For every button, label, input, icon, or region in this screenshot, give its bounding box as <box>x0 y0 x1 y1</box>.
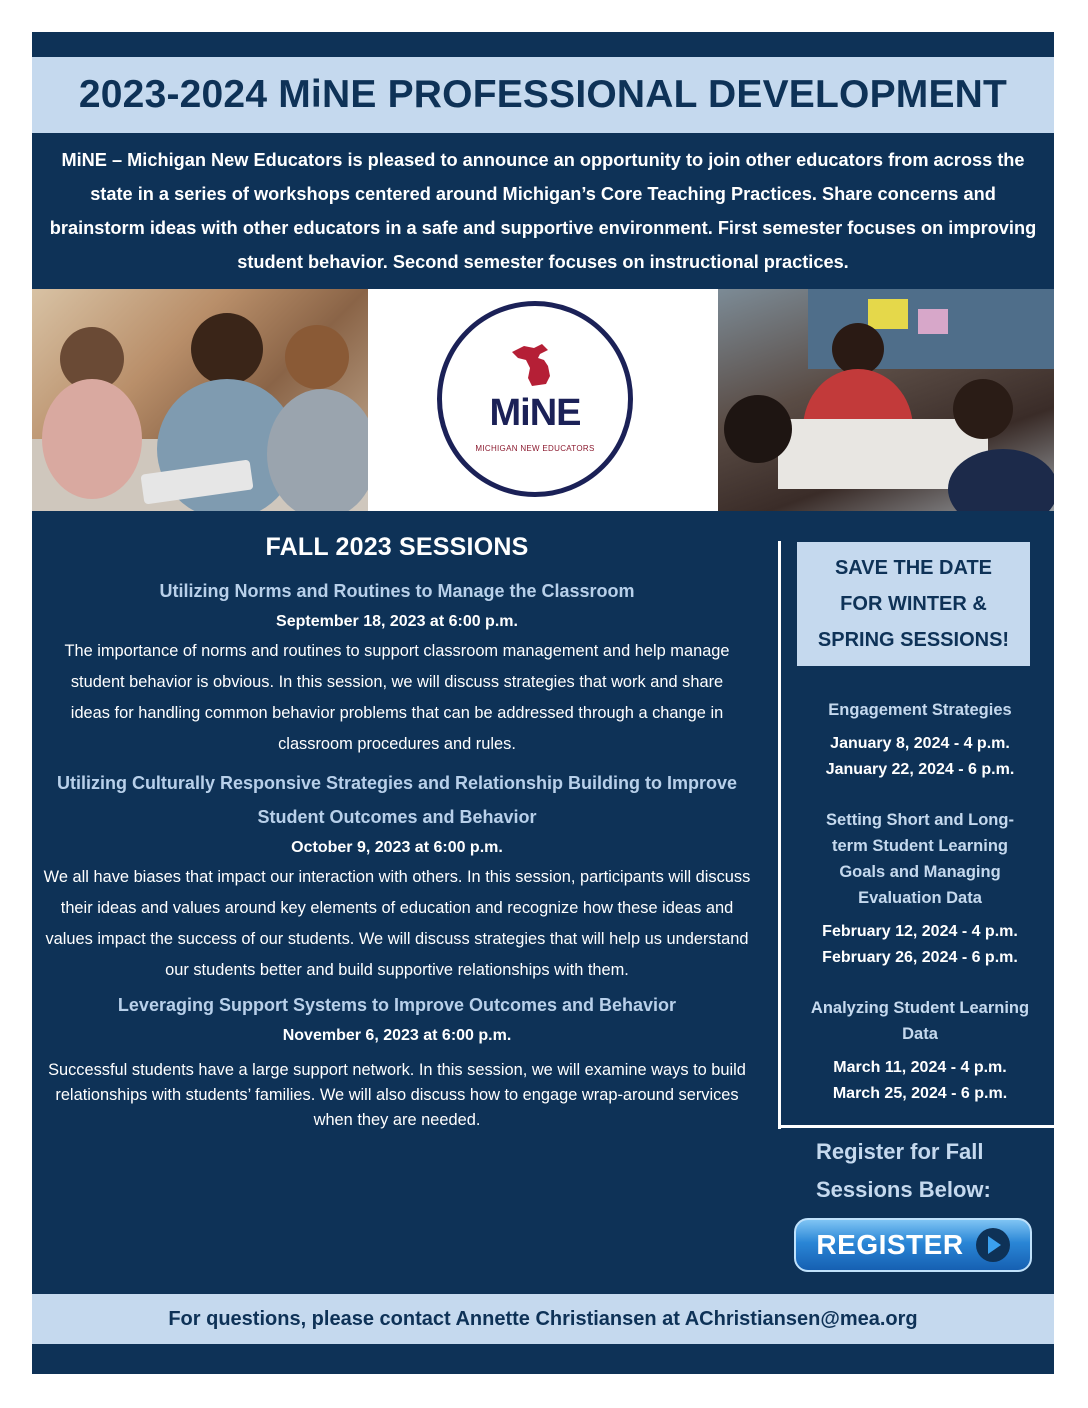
session-3 <box>32 988 762 1133</box>
winter-session-date: March 11, 2024 - 4 p.m. <box>833 1059 1007 1076</box>
save-the-date-text: SAVE THE DATE FOR WINTER & SPRING SESSIONS! <box>817 557 1010 651</box>
session-date: September 18, 2023 at 6:00 p.m. <box>276 613 518 630</box>
winter-session <box>794 807 1046 971</box>
register-button-label: REGISTER <box>816 1229 964 1260</box>
session-1 <box>32 574 762 760</box>
fall-heading: FALL 2023 SESSIONS <box>265 533 529 561</box>
contact-footer <box>32 1294 1054 1344</box>
winter-session-date: February 26, 2024 - 6 p.m. <box>822 949 1018 966</box>
logo-subtitle: MICHIGAN NEW EDUCATORS <box>475 444 595 453</box>
winter-spring-sessions <box>794 697 1046 1131</box>
session-date: November 6, 2023 at 6:00 p.m. <box>282 1027 512 1044</box>
register-prompt: Register for Fall Sessions Below: <box>816 1139 991 1202</box>
page-title: 2023-2024 MiNE PROFESSIONAL DEVELOPMENT <box>78 73 1008 116</box>
photo-left-illustration <box>32 289 368 511</box>
register-button[interactable] <box>794 1218 1032 1272</box>
play-arrow-icon <box>976 1228 1010 1262</box>
winter-session-date: March 25, 2024 - 6 p.m. <box>832 1085 1008 1102</box>
mine-logo <box>437 301 633 497</box>
intro-text: MiNE – Michigan New Educators is pleased to announce an opportunity to join other educators from across the state in a series of workshops centered around Michigan’s Core Teaching Practices. Share concerns and brainstorm ideas with other educators in a safe and supportive environment. First semester focuses on improving student behavior. Second semester focuses on instructional practices. <box>49 150 1037 272</box>
winter-session-title: Analyzing Student Learning Data <box>810 999 1030 1043</box>
logo-wordmark: MiNE <box>489 392 581 434</box>
winter-session-date: January 8, 2024 - 4 p.m. <box>830 735 1010 752</box>
bottom-bar <box>32 1344 1054 1374</box>
session-title: Utilizing Norms and Routines to Manage the Classroom <box>159 581 635 601</box>
session-date: October 9, 2023 at 6:00 p.m. <box>291 839 503 856</box>
photo-strip <box>32 289 1054 511</box>
winter-session <box>794 995 1046 1107</box>
contact-text: For questions, please contact Annette Christiansen at AChristiansen@mea.org <box>168 1307 918 1330</box>
photo-right-illustration <box>718 289 1054 511</box>
fall-sessions <box>32 511 762 1133</box>
session-description: We all have biases that impact our interaction with others. In this session, participants will discuss their ideas and values around key elements of education and recognize how these ideas and values impact the success of our students. We will discuss strategies that will help us understand our students better and build supportive relationships with them. <box>43 868 751 979</box>
session-description: Successful students have a large support network. In this session, we will examine ways to build relationships with students’ families. We will also discuss how to engage wrap-around services when they are needed. <box>48 1061 746 1129</box>
winter-session-date: February 12, 2024 - 4 p.m. <box>822 923 1018 940</box>
session-title: Leveraging Support Systems to Improve Outcomes and Behavior <box>117 995 677 1015</box>
sidebar-divider-vertical <box>778 541 781 1129</box>
winter-session <box>794 697 1046 783</box>
top-bar <box>32 32 1054 57</box>
classroom-photo-right <box>718 289 1054 511</box>
main-content <box>32 511 1054 1294</box>
session-2 <box>32 766 762 986</box>
title-band <box>32 57 1054 133</box>
session-title: Utilizing Culturally Responsive Strategies and Relationship Building to Improve Student Outcomes and Behavior <box>56 773 738 827</box>
winter-session-title: Setting Short and Long-term Student Learning Goals and Managing Evaluation Data <box>826 811 1014 907</box>
save-the-date-box <box>797 542 1030 666</box>
winter-session-date: January 22, 2024 - 6 p.m. <box>825 761 1015 778</box>
classroom-photo-left <box>32 289 368 511</box>
winter-session-title: Engagement Strategies <box>828 701 1012 719</box>
michigan-map-icon <box>508 342 562 388</box>
session-description: The importance of norms and routines to support classroom management and help manage student behavior is obvious. In this session, we will discuss strategies that work and share ideas for handling common behavior problems that can be addressed through a change in classroom procedures and rules. <box>64 642 730 753</box>
intro-section <box>32 133 1054 289</box>
